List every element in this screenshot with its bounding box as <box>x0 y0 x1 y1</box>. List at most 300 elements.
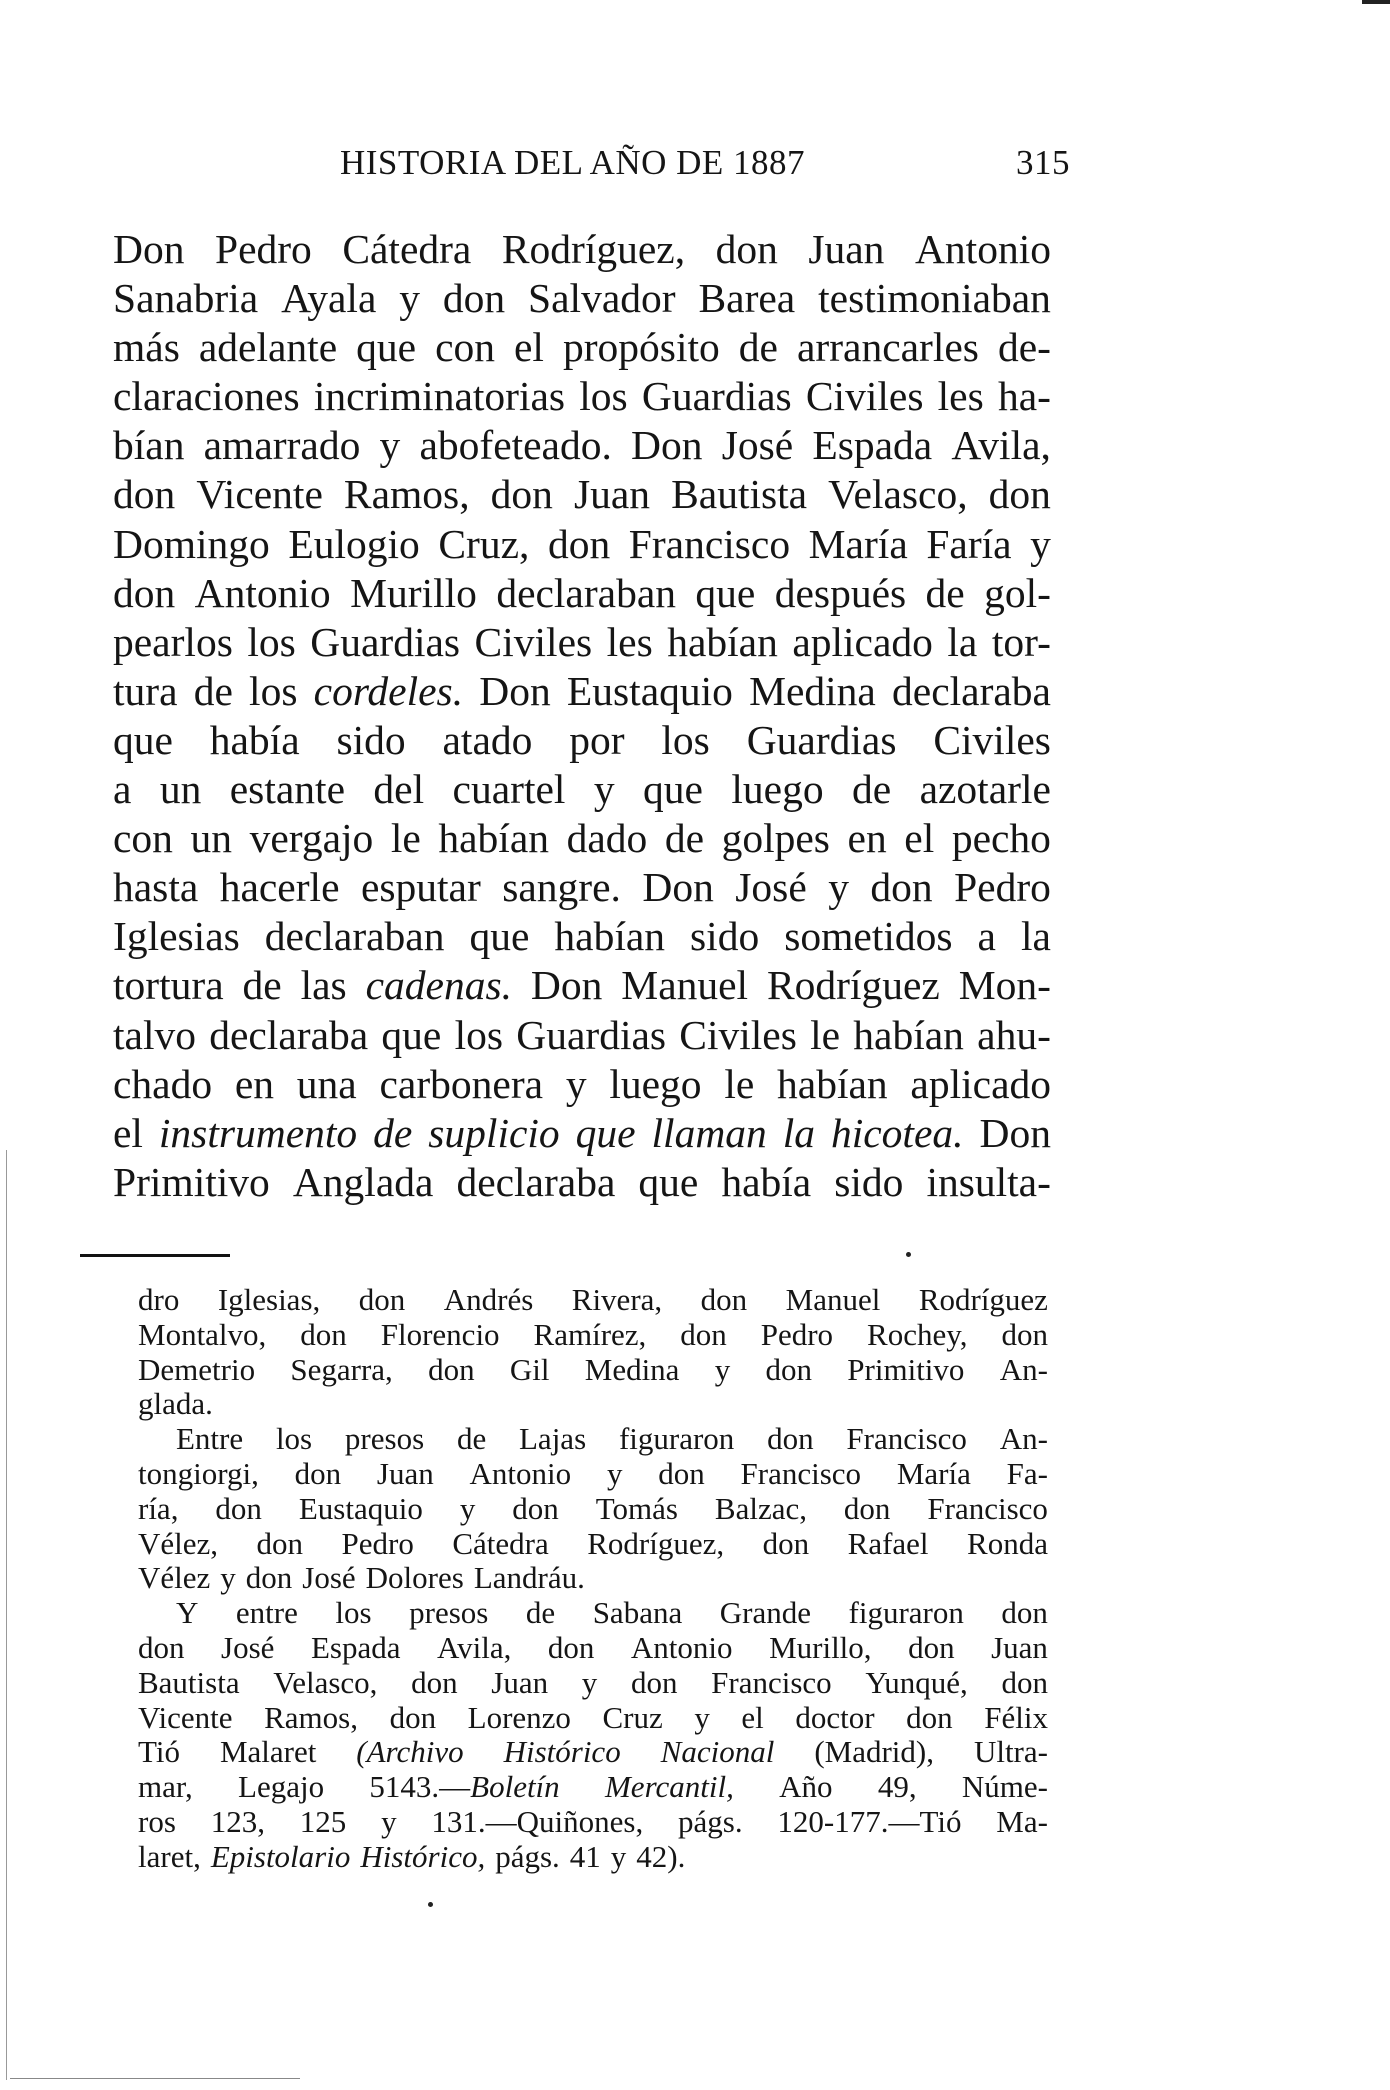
footnote-line <box>138 1422 1048 1457</box>
word: 125 <box>299 1803 347 1839</box>
word: carbonera <box>379 1060 544 1107</box>
word: págs. <box>678 1803 743 1839</box>
word: Faría <box>926 520 1012 567</box>
word: declaraba <box>209 1011 369 1058</box>
footnote-line <box>138 1527 1048 1562</box>
word: 42). <box>636 1838 686 1874</box>
word: y <box>828 864 849 911</box>
word: Año <box>779 1769 833 1805</box>
word: bían <box>113 422 185 469</box>
word: habían <box>667 618 778 665</box>
footnote-line <box>138 1353 1048 1388</box>
word: propósito <box>562 324 720 371</box>
word: Iglesias, <box>217 1282 321 1317</box>
word: Pedro <box>760 1316 834 1352</box>
body-text-line <box>113 569 1051 618</box>
word: que <box>381 1011 442 1058</box>
word: Rodríguez <box>918 1282 1048 1317</box>
word: Civiles <box>933 716 1051 763</box>
word: le <box>724 1060 755 1107</box>
word: don <box>988 471 1051 518</box>
body-text-line <box>113 1109 1051 1158</box>
word: don <box>547 520 611 567</box>
word: Manuel <box>621 962 749 1009</box>
word: a <box>977 913 996 960</box>
word: Civiles <box>805 373 924 420</box>
word: don <box>113 569 176 616</box>
word: y <box>379 422 401 469</box>
word: suplicio <box>428 1109 560 1156</box>
body-text-line <box>113 372 1051 421</box>
word: cadenas. <box>365 962 512 1009</box>
word: Rodríguez, <box>587 1525 725 1561</box>
word: Ultra- <box>973 1734 1048 1770</box>
word: habían <box>438 815 550 862</box>
word: abofeteado. <box>419 422 612 469</box>
footnote-line <box>138 1666 1048 1701</box>
word: María <box>808 520 908 567</box>
word: don <box>245 1560 293 1596</box>
word: Fa- <box>1006 1455 1048 1491</box>
body-text-line <box>113 421 1051 470</box>
word: luego <box>609 1060 702 1107</box>
word: Y <box>176 1595 199 1631</box>
footnote-line <box>138 1318 1048 1353</box>
word: incriminatorias <box>313 373 566 420</box>
word: doctor <box>795 1699 875 1735</box>
word: Rodríguez, <box>501 226 686 272</box>
word: Don <box>979 1109 1051 1156</box>
word: don <box>630 1664 678 1700</box>
word: que <box>469 913 530 960</box>
footnote <box>138 1283 1048 1875</box>
word: Medina <box>584 1351 680 1387</box>
word: Tomás <box>595 1490 678 1526</box>
word: don <box>765 1351 813 1387</box>
word: An- <box>999 1421 1048 1457</box>
word: Espada <box>812 422 933 469</box>
word: entre <box>235 1595 298 1631</box>
word: sido <box>336 716 406 763</box>
body-text-line <box>113 863 1051 912</box>
word: 120-177.—Tió <box>777 1803 962 1839</box>
word: Rafael <box>847 1525 929 1561</box>
word: 131.—Quiñones, <box>431 1803 644 1839</box>
word: don <box>767 1421 814 1457</box>
word: y <box>381 1803 397 1839</box>
word: les <box>606 618 653 665</box>
word: don <box>300 1316 347 1352</box>
word: testimoniaban <box>818 275 1051 322</box>
word: ría, <box>138 1490 179 1526</box>
body-text <box>113 225 1051 1207</box>
word: Mon- <box>958 962 1051 1009</box>
word: declaraba <box>456 1158 616 1205</box>
word: pecho <box>951 815 1051 862</box>
word: tura <box>113 667 178 714</box>
word: don <box>908 1629 955 1665</box>
word: mar, <box>138 1769 193 1805</box>
word: glada. <box>138 1386 213 1422</box>
word: don <box>680 1316 727 1352</box>
word: Antonio <box>469 1455 572 1491</box>
word: Barea <box>698 275 796 322</box>
word: ha- <box>997 373 1051 420</box>
word: con <box>113 815 173 862</box>
word: Guardias <box>310 618 461 665</box>
word: Andrés <box>443 1282 534 1317</box>
word: que <box>643 766 703 813</box>
word: Ma- <box>996 1803 1048 1839</box>
word: tortura <box>113 962 224 1009</box>
word: don <box>547 1629 595 1665</box>
word: don <box>658 1455 705 1491</box>
word: (Archivo <box>356 1734 464 1770</box>
word: pearlos <box>113 618 233 665</box>
body-text-line <box>113 520 1051 569</box>
word: Anglada <box>292 1158 434 1205</box>
word: azotarle <box>919 766 1051 813</box>
word: figuraron <box>848 1595 964 1631</box>
word: a <box>113 766 132 813</box>
word: Cátedra <box>452 1525 549 1561</box>
body-text-line <box>113 716 1051 765</box>
word: les <box>937 373 984 420</box>
word: Civiles <box>474 618 593 665</box>
scan-edge-line <box>10 2078 300 2079</box>
word: con <box>435 324 495 371</box>
word: Guardias <box>641 373 792 420</box>
word: los <box>247 618 296 665</box>
word: llaman <box>651 1109 767 1156</box>
word: más <box>113 324 180 371</box>
page-number: 315 <box>1016 143 1070 182</box>
word: amarrado <box>203 422 361 469</box>
word: un <box>159 766 202 813</box>
word: las <box>300 962 347 1009</box>
word: don <box>906 1699 953 1735</box>
word: de <box>525 1595 556 1631</box>
word: don <box>256 1525 304 1561</box>
word: hacerle <box>219 864 340 911</box>
word: los <box>454 1011 503 1058</box>
word: gol- <box>984 569 1051 616</box>
word: Demetrio <box>138 1351 256 1387</box>
footnote-line <box>138 1492 1048 1527</box>
word: de <box>456 1421 487 1457</box>
running-head: HISTORIA DEL AÑO DE 1887 <box>340 143 806 182</box>
footnote-line <box>138 1701 1048 1736</box>
word: Avila, <box>437 1629 512 1665</box>
word: Segarra, <box>290 1351 393 1387</box>
word: Félix <box>984 1699 1048 1735</box>
word: don <box>113 471 176 518</box>
word: don <box>442 275 506 322</box>
word: Lorenzo <box>467 1699 571 1735</box>
word: figuraron <box>618 1421 735 1457</box>
word: ros <box>138 1803 176 1839</box>
word: Ramírez, <box>533 1316 647 1352</box>
scan-edge-mark <box>1362 0 1390 4</box>
word: don <box>512 1490 559 1526</box>
body-text-line <box>113 618 1051 667</box>
word: Juan <box>573 471 651 518</box>
word: José <box>721 422 794 469</box>
word: Sanabria <box>113 275 259 322</box>
body-text-line <box>113 1011 1051 1060</box>
ink-speck <box>428 1902 433 1907</box>
word: Pedro <box>954 864 1051 911</box>
word: Rodríguez <box>766 962 940 1009</box>
word: don <box>294 1455 342 1491</box>
word: Juan <box>991 1629 1048 1665</box>
word: y <box>399 275 421 322</box>
word: Antonio <box>630 1629 733 1665</box>
word: Ayala <box>281 275 377 322</box>
word: Ramos, <box>264 1699 358 1735</box>
word: y <box>610 1838 627 1874</box>
word: don <box>389 1699 437 1735</box>
word: Eulogio <box>288 520 420 567</box>
word: Velasco, <box>828 471 968 518</box>
word: después <box>774 569 907 616</box>
word: 5143.—Boletín <box>369 1769 560 1805</box>
word: Gil <box>509 1351 550 1387</box>
word: 41 <box>569 1838 601 1874</box>
word: Avila, <box>951 422 1051 469</box>
word: un <box>190 815 232 862</box>
word: Primitivo <box>847 1351 965 1387</box>
word: dado <box>566 815 648 862</box>
word: Ronda <box>967 1525 1048 1561</box>
word: aplicado <box>792 618 933 665</box>
word: los <box>335 1595 372 1631</box>
word: Medina <box>749 667 876 714</box>
word: Sabana <box>592 1595 683 1631</box>
word: Murillo, <box>769 1629 872 1665</box>
word: presos <box>409 1595 489 1631</box>
word: instrumento <box>158 1109 358 1156</box>
page-header <box>340 143 1070 187</box>
word: presos <box>344 1421 425 1457</box>
word: don <box>700 1282 748 1317</box>
word: Juan <box>376 1455 434 1491</box>
word: había <box>721 1158 812 1205</box>
word: Francisco <box>628 520 791 567</box>
word: Núme- <box>961 1769 1048 1805</box>
word: Florencio <box>380 1316 500 1352</box>
word: los <box>249 667 298 714</box>
word: la <box>1020 913 1051 960</box>
word: estante <box>229 766 345 813</box>
word: José <box>221 1629 275 1665</box>
word: Juan <box>808 226 885 272</box>
word: sangre. <box>502 864 621 911</box>
footnote-line <box>138 1387 1048 1422</box>
word: Francisco <box>846 1421 967 1457</box>
word: Civiles <box>679 1011 797 1058</box>
word: cuartel <box>452 766 566 813</box>
word: Lajas <box>519 1421 587 1457</box>
word: Guardias <box>516 1011 667 1058</box>
word: el <box>514 324 544 371</box>
word: Cátedra <box>342 226 472 272</box>
word: Legajo <box>238 1769 325 1805</box>
word: talvo <box>113 1011 196 1058</box>
word: le <box>810 1011 841 1058</box>
word: esputar <box>360 864 481 911</box>
word: Grande <box>719 1595 811 1631</box>
word: y <box>581 1664 598 1700</box>
word: habían <box>853 1011 964 1058</box>
word: de <box>738 324 778 371</box>
word: que <box>113 716 173 763</box>
word: en <box>234 1060 275 1107</box>
word: adelante <box>198 324 338 371</box>
word: don <box>715 226 778 272</box>
body-text-line <box>113 323 1051 372</box>
word: y <box>593 766 615 813</box>
word: Eustaquio <box>566 667 733 714</box>
word: 123, <box>210 1803 265 1839</box>
word: Francisco <box>927 1490 1048 1526</box>
footnote-line <box>138 1840 1048 1875</box>
word: Rochey, <box>867 1316 968 1352</box>
body-text-line <box>113 667 1051 716</box>
footnote-line <box>138 1561 1048 1596</box>
word: don <box>490 471 553 518</box>
word: el <box>904 815 935 862</box>
word: Pedro <box>341 1525 414 1561</box>
word: hasta <box>113 864 199 911</box>
word: Landráu. <box>473 1560 585 1596</box>
word: Dolores <box>365 1560 464 1596</box>
word: Antonio <box>194 569 331 616</box>
word: ahu- <box>977 1011 1051 1058</box>
body-text-line <box>113 470 1051 519</box>
body-text-line <box>113 225 1051 274</box>
word: don <box>411 1664 458 1700</box>
word: Don <box>631 422 703 469</box>
word: Guardias <box>746 716 897 763</box>
word: (Madrid), <box>814 1734 934 1770</box>
word: Domingo <box>113 520 270 567</box>
word: y <box>565 1060 587 1107</box>
word: había <box>209 716 300 763</box>
word: de <box>664 815 705 862</box>
word: don <box>762 1525 810 1561</box>
word: que <box>575 1109 636 1156</box>
word: Vicente <box>138 1699 233 1735</box>
word: y <box>606 1455 623 1491</box>
word: que <box>638 1158 699 1205</box>
word: don <box>1001 1664 1048 1700</box>
word: Espada <box>310 1629 401 1665</box>
word: Iglesias <box>113 913 240 960</box>
word: Manuel <box>785 1282 881 1317</box>
word: en <box>847 815 887 862</box>
footnote-line <box>138 1283 1048 1318</box>
footnote-line <box>138 1735 1048 1770</box>
word: Vicente <box>196 471 323 518</box>
word: Cruz <box>602 1699 663 1735</box>
word: Primitivo <box>113 1158 270 1205</box>
body-text-line <box>113 912 1051 961</box>
word: aplicado <box>910 1060 1051 1107</box>
word: Don <box>113 226 185 272</box>
word: y <box>220 1560 236 1596</box>
body-text-line <box>113 765 1051 814</box>
word: don <box>1001 1316 1048 1352</box>
word: el <box>741 1699 764 1735</box>
word: Francisco <box>711 1664 832 1700</box>
word: Murillo <box>350 569 477 616</box>
word: por <box>569 716 625 763</box>
word: tor- <box>991 618 1051 665</box>
footnote-line <box>138 1631 1048 1666</box>
word: José <box>302 1560 356 1596</box>
word: Bautista <box>138 1664 240 1700</box>
word: Bautista <box>671 471 808 518</box>
word: le <box>390 815 421 862</box>
word: José <box>735 864 807 911</box>
footnote-line <box>138 1805 1048 1840</box>
word: Eustaquio <box>298 1490 423 1526</box>
word: de <box>925 569 965 616</box>
word: Salvador <box>528 275 676 322</box>
word: que <box>695 569 756 616</box>
word: don <box>428 1351 475 1387</box>
word: declaraban <box>496 569 677 616</box>
word: de <box>852 766 892 813</box>
word: una <box>296 1060 357 1107</box>
word: chado <box>113 1060 213 1107</box>
word: y <box>694 1699 710 1735</box>
word: Yunqué, <box>865 1664 968 1700</box>
word: Don <box>642 864 714 911</box>
word: Malaret <box>219 1734 317 1770</box>
word: Histórico <box>503 1734 621 1770</box>
word: del <box>373 766 425 813</box>
word: Don <box>479 667 551 714</box>
word: Rivera, <box>571 1282 663 1317</box>
word: sometidos <box>784 913 953 960</box>
word: Antonio <box>914 226 1051 272</box>
word: Entre <box>176 1421 244 1457</box>
word: de- <box>997 324 1051 371</box>
word: don <box>215 1490 262 1526</box>
word: Vélez, <box>138 1525 219 1561</box>
word: An- <box>999 1351 1048 1387</box>
word: el <box>113 1109 143 1156</box>
word: declaraba <box>892 667 1051 714</box>
word: 49, <box>877 1769 917 1805</box>
word: declaraban <box>264 913 445 960</box>
word: Pedro <box>214 226 312 272</box>
word: atado <box>442 716 533 763</box>
word: dro <box>138 1282 180 1317</box>
body-text-line <box>113 1158 1051 1207</box>
word: Velasco, <box>273 1664 378 1700</box>
body-text-line <box>113 961 1051 1010</box>
word: sido <box>690 913 760 960</box>
word: golpes <box>721 815 830 862</box>
word: Cruz, <box>438 520 530 567</box>
word: luego <box>731 766 824 813</box>
word: insulta- <box>926 1158 1051 1205</box>
word: hicotea. <box>830 1109 964 1156</box>
footnote-line <box>138 1770 1048 1805</box>
